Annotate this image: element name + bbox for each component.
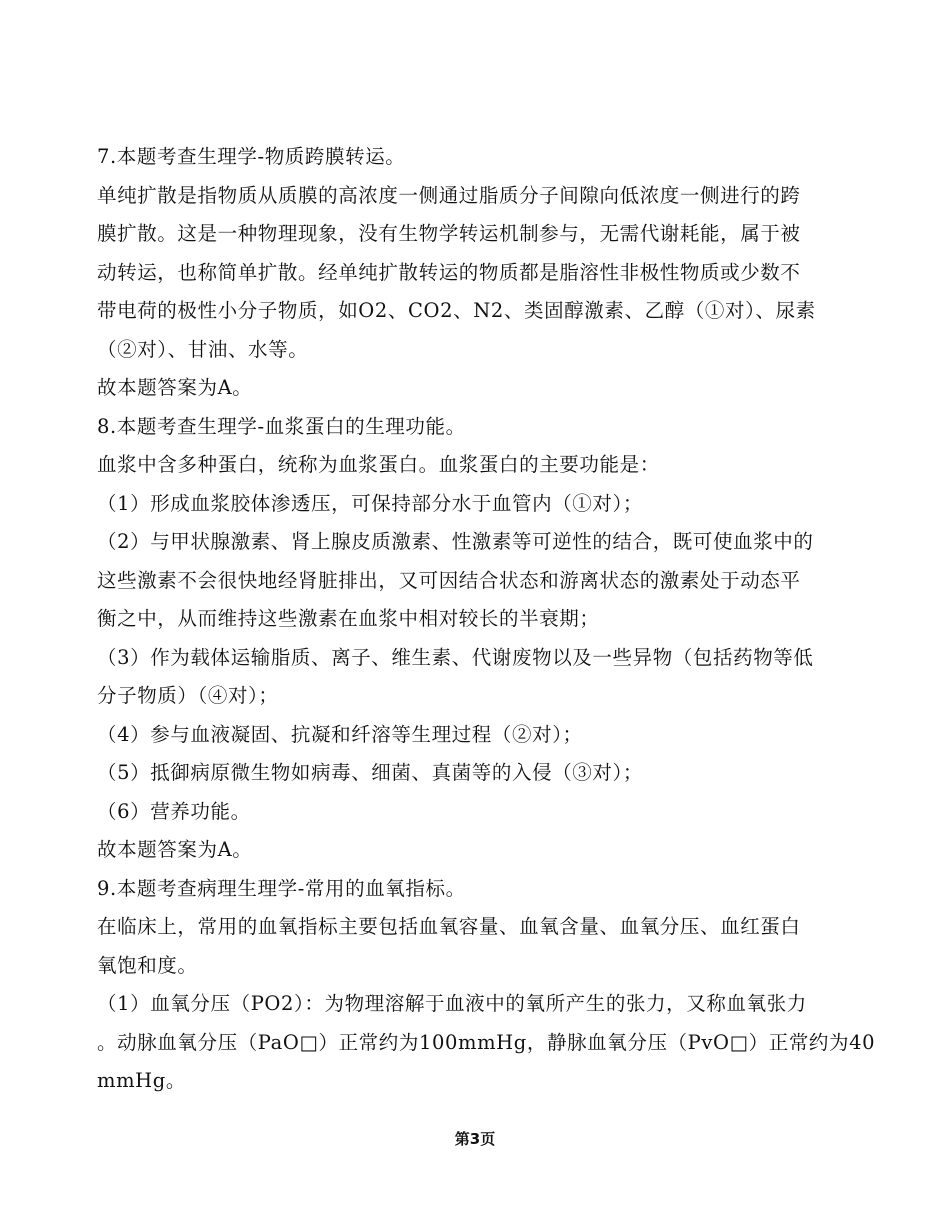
text-line: 膜扩散。这是一种物理现象，没有生物学转运机制参与，无需代谢耗能，属于被 (97, 222, 801, 245)
section-8 (97, 408, 872, 870)
page-number: 第3页 (454, 1130, 496, 1148)
text-line: 氧饱和度。 (97, 953, 198, 977)
text-line: 在临床上，常用的血氧指标主要包括血氧容量、血氧含量、血氧分压、血红蛋白 (97, 915, 801, 938)
text-line: 。动脉血氧分压（PaO□）正常约为100mmHg，静脉血氧分压（PvO□）正常约为40 (97, 1030, 876, 1054)
section-heading: 9.本题考查病理生理学-常用的血氧指标。 (97, 876, 466, 900)
text-line: （3）作为载体运输脂质、离子、维生素、代谢废物以及一些异物（包括药物等低 (97, 645, 814, 669)
answer-line: 故本题答案为A。 (97, 838, 253, 861)
section-9 (97, 870, 876, 1101)
text-line: （4）参与血液凝固、抗凝和纤溶等生理过程（②对）； (97, 722, 583, 746)
text-line: 带电荷的极性小分子物质，如O2、CO2、N2、类固醇激素、乙醇（①对）、尿素 (97, 299, 816, 322)
text-line: 单纯扩散是指物质从质膜的高浓度一侧通过脂质分子间隙向低浓度一侧进行的跨 (97, 183, 801, 207)
text-line: 动转运，也称简单扩散。经单纯扩散转运的物质都是脂溶性非极性物质或少数不 (97, 260, 801, 284)
answer-line: 故本题答案为A。 (97, 376, 253, 399)
section-heading: 7.本题考查生理学-物质跨膜转运。 (97, 145, 406, 168)
text-line: 衡之中，从而维持这些激素在血浆中相对较长的半衰期； (97, 607, 600, 630)
text-line: （1）血氧分压（PO2）：为物理溶解于血液中的氧所产生的张力，又称血氧张力 (97, 992, 807, 1015)
text-line: （②对）、甘油、水等。 (97, 337, 309, 361)
text-line: （1）形成血浆胶体渗透压，可保持部分水于血管内（①对）； (97, 491, 643, 515)
text-line: 血浆中含多种蛋白，统称为血浆蛋白。血浆蛋白的主要功能是： (97, 453, 660, 476)
text-line: （5）抵御病原微生物如病毒、细菌、真菌等的入侵（③对）； (97, 761, 643, 784)
section-heading: 8.本题考查生理学-血浆蛋白的生理功能。 (97, 414, 466, 438)
text-line: （6）营养功能。 (97, 799, 251, 823)
text-line: 这些激素不会很快地经肾脏排出，又可因结合状态和游离状态的激素处于动态平 (97, 568, 801, 592)
text-line: mmHg。 (97, 1069, 186, 1092)
page-content (97, 138, 876, 1101)
section-7 (97, 138, 872, 408)
text-line: （2）与甲状腺激素、肾上腺皮质激素、性激素等可逆性的结合，既可使血浆中的 (97, 530, 814, 553)
text-line: 分子物质）（④对）； (97, 684, 279, 707)
